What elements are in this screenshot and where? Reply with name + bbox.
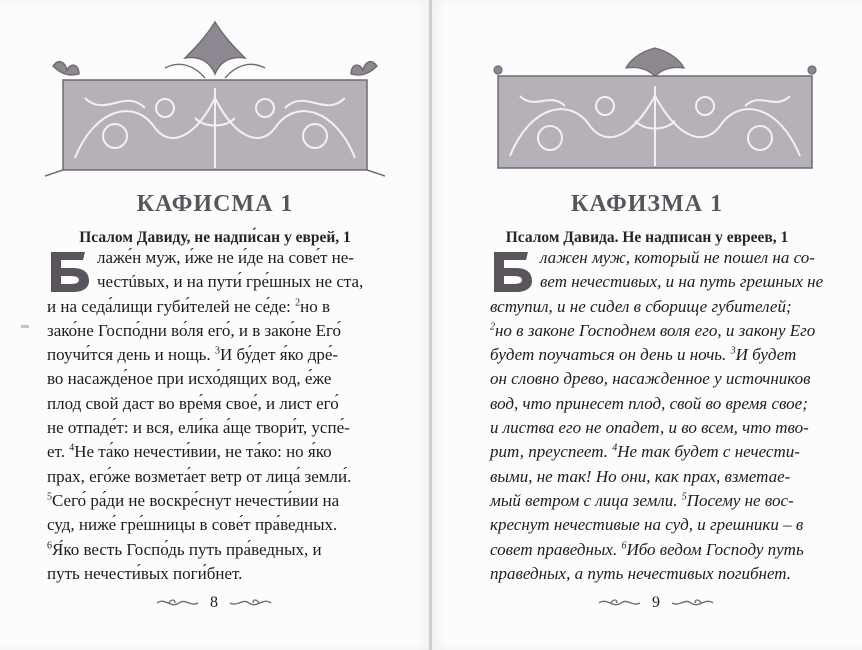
text-line: выми, не так! Но они, как прах, взметае-: [490, 466, 791, 486]
text-line: плод свой даст во вре́мя свое́, и лист его́: [47, 393, 339, 413]
page-number: 8: [210, 594, 218, 611]
text-line: лажен муж, который не пошел на со-: [540, 248, 815, 267]
flourish-left-icon: [155, 595, 200, 611]
text-line: будет поучаться он день и ночь. $^3$И будет: [490, 345, 797, 365]
text-line: во насажде́ное при исхо́дящих вод, е́же: [47, 369, 332, 389]
text-line: $^5$Сего́ ра́ди не воскре́снут нечести́вии на: [47, 490, 340, 510]
flourish-left-icon: [597, 595, 642, 611]
text-line: прах, его́же возмета́ет ветр от лица́ земли́.: [47, 466, 352, 486]
text-line: и на седа́лищи губи́телей не се́де: $^2$но в: [47, 296, 331, 316]
left-page: [0, 0, 430, 650]
text-line: лаже́н муж, и́же не и́де на сове́т не-: [97, 248, 354, 267]
right-headpiece-ornament: [490, 46, 820, 174]
text-line: путь нечести́вых поги́бнет.: [47, 563, 243, 583]
flourish-right-icon: [228, 595, 273, 611]
dropcap-b-icon: [47, 248, 91, 294]
right-page-folio: [597, 592, 715, 614]
dropcap-b-icon: [490, 248, 534, 294]
text-line: креснут нечестивые на суд, и грешники – в: [490, 515, 804, 535]
text-line: поучи́тся день и нощь. $^3$И бу́дет я́ко дре́-: [47, 345, 339, 365]
right-page-subtitle: Псалом Давида. Не надписан у евреев, 1: [505, 229, 789, 246]
text-line: рит, преуспеет. $^4$Не так будет с нечести-: [490, 442, 800, 462]
text-line: совет праведных. $^6$Ибо ведом Господу путь: [490, 539, 804, 559]
right-page-text: [490, 246, 830, 586]
text-line: не отпаде́т: и вся, ели́ка а́ще твори́т, успе́-: [47, 418, 350, 438]
left-page-text: [47, 246, 377, 586]
right-page-title: КАФИЗМА 1: [570, 191, 724, 217]
text-line: зако́не Госпо́дни во́ля его́, и в зако́не Его́: [47, 320, 341, 340]
paper-mark: [21, 325, 29, 328]
page-number: 9: [652, 594, 660, 611]
left-page-title: КАФИСМА 1: [136, 191, 294, 217]
text-line: он словно древо, насажденное у источников: [490, 369, 811, 389]
text-line: суд, ниже́ гре́шницы в сове́т пра́ведных.: [47, 515, 338, 535]
left-headpiece-ornament: [45, 18, 385, 178]
text-line: вет нечестивых, и на путь грешных не: [540, 272, 824, 292]
text-line: $^2$но в законе Господнем воля его, и закону Его: [490, 320, 816, 340]
text-line: мый ветром с лица земли. $^5$Посему не вос-: [490, 490, 794, 510]
text-line: вступил, и не сидел в сборище губителей;: [490, 296, 792, 316]
flourish-right-icon: [670, 595, 715, 611]
text-line: вод, что принесет плод, свой во время свое;: [490, 393, 808, 413]
text-line: $^6$Я́ко весть Госпо́дь путь пра́ведных, и: [47, 539, 322, 559]
text-line: и листва его не опадет, и во всем, что тво-: [490, 418, 809, 438]
text-line: праведных, а путь нечестивых погибнет.: [490, 563, 792, 583]
text-line: честúвых, и на пути́ гре́шных не ста,: [97, 272, 364, 292]
right-page: [432, 0, 862, 650]
left-page-subtitle: Псалом Давиду, не надпи́сан у еврей, 1: [79, 229, 351, 246]
text-line: ет. $^4$Не та́ко нечести́вии, не та́ко: но я́ко: [47, 442, 332, 462]
left-page-folio: [155, 592, 273, 614]
